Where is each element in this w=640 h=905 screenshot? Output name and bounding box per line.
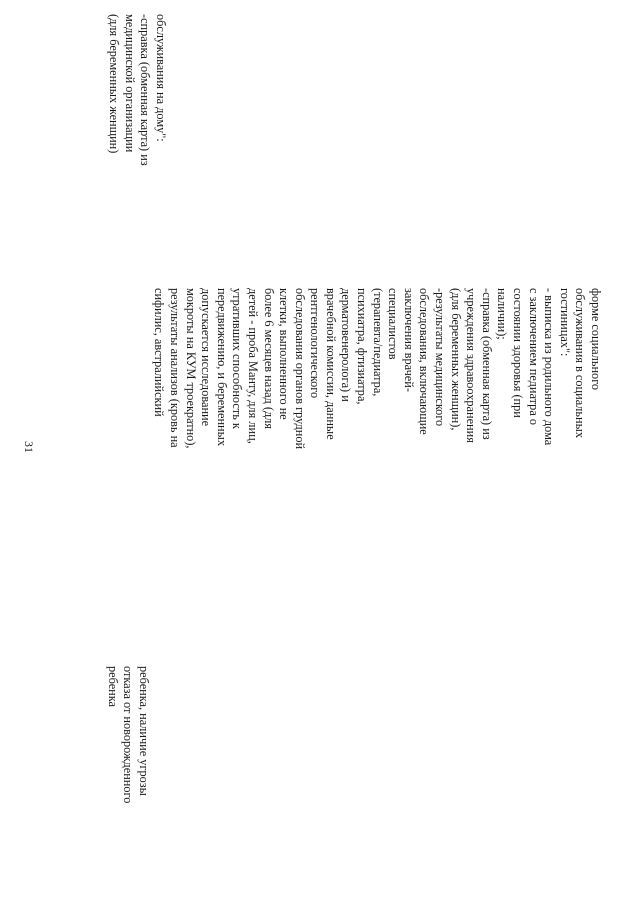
text-line: отказа от новорожденного [121,666,136,804]
text-line: -справка (обменная карта) из [479,288,494,440]
text-line: обследования органов грудной [292,288,307,450]
text-line: обследования, включающие [417,288,432,435]
text-line: медицинской организации [122,14,137,153]
text-line: допускается исследование [199,288,214,427]
page-number: 31 [22,441,36,453]
text-line: (для беременных женщин), [448,288,463,431]
text-line: клетки, выполненного не [277,288,292,420]
text-line: ребенка [105,666,120,707]
text-line: -справка (обменная карта) из [138,14,153,166]
text-line: результаты анализов (кровь на [167,288,182,448]
text-line: с заключением педиатра о [526,288,541,426]
text-line: форме социального [589,288,603,391]
text-line: утративших способность к [230,288,245,429]
table-column-documents-home [106,14,168,166]
text-line: рентгенологического [308,288,323,399]
text-line: (для беременных женщин) [107,14,122,154]
text-line: заключения врачей- [401,288,416,392]
text-line: ребенка, наличие угрозы [137,666,151,796]
table-column-documents-hotel [151,288,603,449]
text-line: более 6 месяцев назад (для [261,288,276,429]
text-line: специалистов [386,288,401,360]
text-line: -результаты медицинского [433,288,448,427]
text-line: передвижению, и беременных [214,288,229,447]
text-line: обслуживания на дому": [154,14,168,142]
text-line: сифилис, австралийский [152,288,167,417]
text-line: (терапевта/педиатра, [370,288,385,397]
text-line: мокроты на КУМ троекратно), [183,288,198,449]
text-line: - выписка из родильного дома [542,288,557,446]
text-line: дерматовенеролога) и [339,288,354,402]
text-line: гостиницах": [557,288,572,357]
text-line: наличии); [495,288,510,340]
text-line: учреждения здравоохранения [464,288,479,443]
text-line: состоянии здоровья (при [511,288,526,418]
text-line: детей - проба Манту, для лиц, [245,288,260,444]
text-line: психиатра, фтизиатра, [355,288,370,405]
text-line: врачебной комиссии, данные [323,288,338,440]
table-column-conditions [104,666,151,803]
text-line: обслуживания в социальных [573,288,588,439]
